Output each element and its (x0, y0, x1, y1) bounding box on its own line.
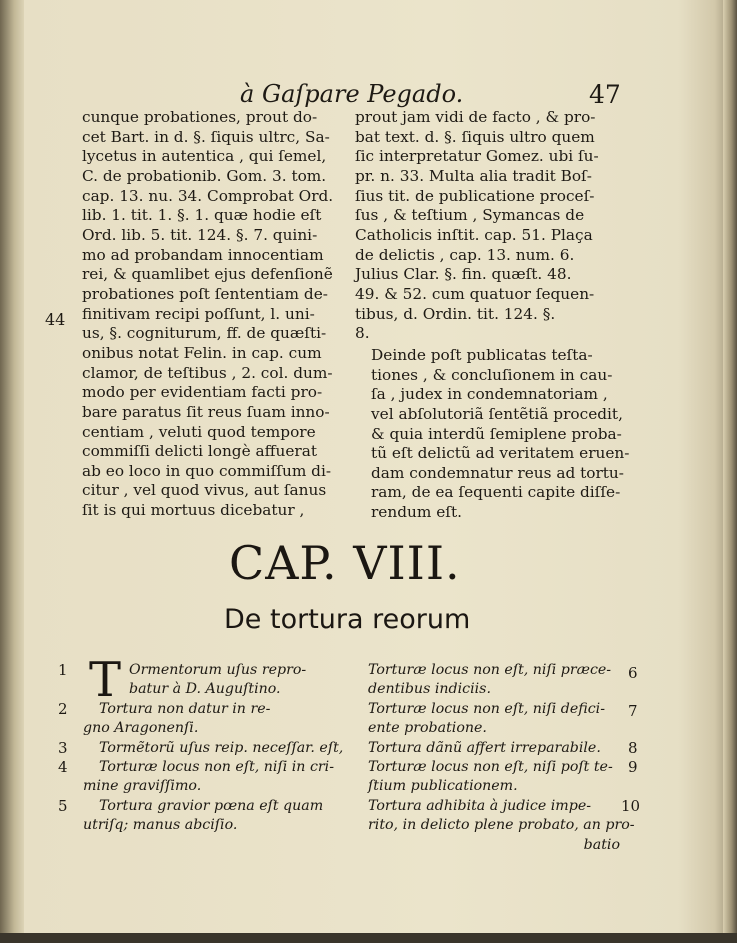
summary-line: dentibus indiciis. (368, 681, 491, 698)
summary-item-number: 7 (628, 702, 638, 720)
text-line: Deinde poſt publicatas teſta- (371, 345, 593, 364)
text-line: lib. 1. tit. 1. §. 1. quæ hodie eſt (82, 206, 322, 225)
text-line: ſic interpretatur Gomez. ubi ſu- (355, 147, 599, 166)
summary-line: Tortura adhibita à judice impe- (368, 797, 592, 814)
text-line: ſius tit. de publicatione proceſ- (355, 186, 595, 205)
right-text-column (355, 108, 630, 523)
left-text-column (82, 108, 344, 521)
text-line: tibus, d. Ordin. tit. 124. §. (355, 304, 556, 323)
summary-line: Torturæ locus non eſt, niſi in cri- (99, 759, 335, 776)
summary-line: Torturæ locus non eſt, niſi præce- (368, 662, 612, 678)
page-number: 47 (589, 80, 621, 109)
summary-item-number: 3 (58, 739, 68, 757)
margin-paragraph-number: 44 (45, 310, 66, 329)
summary-line: ente probatione. (368, 720, 487, 737)
summary-line: Ormentorum uſus repro- (129, 662, 307, 678)
text-line: citur , vel quod vivus, aut ſanus (82, 481, 327, 500)
summary-item-number: 1 (58, 661, 68, 679)
text-line: pr. n. 33. Multa alia tradit Boſ- (355, 166, 592, 185)
text-line: rendum eſt. (371, 503, 462, 522)
summary-line: batio (583, 836, 620, 853)
summary-item-number: 6 (628, 664, 638, 682)
book-spine (0, 0, 24, 943)
summary-line: ſtium publicationem. (368, 778, 518, 795)
text-line: Catholicis inſtit. cap. 51. Plaça (355, 225, 593, 244)
text-line: centiam , veluti quod tempore (82, 422, 316, 441)
summary-line: Tormẽtorũ uſus reip. neceſſar. eſt, (99, 739, 344, 756)
summary-line: Tortura dãnũ affert irreparabile. (368, 739, 601, 756)
text-line: cet Bart. in d. §. ſiquis ultrc, Sa- (82, 127, 330, 146)
text-line: Ord. lib. 5. tit. 124. §. 7. quini- (82, 225, 318, 244)
summary-line: Tortura non datur in re- (99, 700, 271, 717)
text-line: vel abſolutoriã ſentẽtiã procedit, (371, 404, 623, 423)
text-line: mo ad probandam innocentiam (82, 245, 324, 264)
text-line: probationes poſt ſententiam de- (82, 284, 328, 303)
text-line: Julius Clar. §. fin. quæſt. 48. (355, 265, 572, 284)
text-line: lycetus in autentica , qui ſemel, (82, 147, 327, 166)
text-line: onibus notat Felin. in cap. cum (82, 343, 322, 362)
text-line: ram, de ea ſequenti capite diſſe- (371, 483, 621, 502)
text-line: commiſſi delicti longè affuerat (82, 442, 317, 461)
right-paragraph-2 (355, 345, 630, 523)
drop-cap-initial: T (89, 652, 122, 708)
chapter-heading: CAP. VIII. (229, 536, 461, 590)
summary-item-number: 4 (58, 758, 68, 776)
text-line: rei, & quamlibet ejus defenſionẽ (82, 265, 333, 284)
text-line: dam condemnatur reus ad tortu- (371, 463, 624, 482)
summary-item-number: 9 (628, 758, 638, 776)
running-title: à Gaſpare Pegado. (240, 80, 464, 108)
text-line: tiones , & concluſionem in cau- (371, 365, 613, 384)
summary-item-number: 8 (628, 739, 638, 757)
summary-line: batur à D. Auguſtino. (129, 681, 281, 698)
text-line: finitivam recipi poſſunt, l. uni- (82, 304, 315, 323)
text-line: ab eo loco in quo commiſſum di- (82, 461, 332, 480)
summary-left-column (83, 661, 343, 836)
text-line: cunque probationes, prout do- (82, 108, 318, 126)
page-bottom-edge (0, 933, 737, 943)
summary-line: Torturæ locus non eſt, niſi poſt te- (368, 759, 613, 776)
page-edge (723, 0, 737, 943)
text-line: ſa , judex in condemnatoriam , (371, 385, 608, 404)
summary-line: gno Aragonenſi. (83, 720, 199, 737)
summary-line: Torturæ locus non eſt, niſi defici- (368, 700, 605, 717)
summary-item-number: 5 (58, 797, 68, 815)
text-line: us, §. cogniturum, ff. de quæſti- (82, 324, 327, 343)
right-paragraph-1 (355, 108, 617, 344)
text-line: prout jam vidi de facto , & pro- (355, 108, 596, 126)
summary-line: rito, in delicto plene probato, an pro- (368, 817, 635, 834)
text-line: bare paratus ſit reus ſuam inno- (82, 402, 330, 421)
text-line: tũ eſt delictũ ad veritatem eruen- (371, 444, 630, 463)
text-line: modo per evidentiam facti pro- (82, 383, 323, 402)
text-line: cap. 13. nu. 34. Comprobat Ord. (82, 186, 334, 205)
summary-line: mine graviſſimo. (83, 778, 202, 795)
summary-line: Tortura gravior pœna eſt quam (99, 797, 324, 814)
text-line: 49. & 52. cum quatuor ſequen- (355, 284, 595, 303)
summary-item-number: 10 (621, 797, 641, 815)
text-line: ſit is qui mortuus dicebatur , (82, 501, 305, 520)
text-line: 8. (355, 324, 370, 343)
text-line: ſus , & teſtium , Symancas de (355, 206, 585, 225)
text-line: clamor, de teſtibus , 2. col. dum- (82, 363, 333, 382)
summary-line: utriſq; manus abciſio. (83, 817, 238, 834)
text-line: de delictis , cap. 13. num. 6. (355, 245, 575, 264)
text-line: C. de probationib. Gom. 3. tom. (82, 166, 327, 185)
chapter-title: De tortura reorum (224, 604, 471, 635)
summary-item-number: 2 (58, 700, 68, 718)
text-line: bat text. d. §. ſiquis ultro quem (355, 127, 595, 146)
text-line: & quia interdũ ſemiplene proba- (371, 424, 622, 443)
